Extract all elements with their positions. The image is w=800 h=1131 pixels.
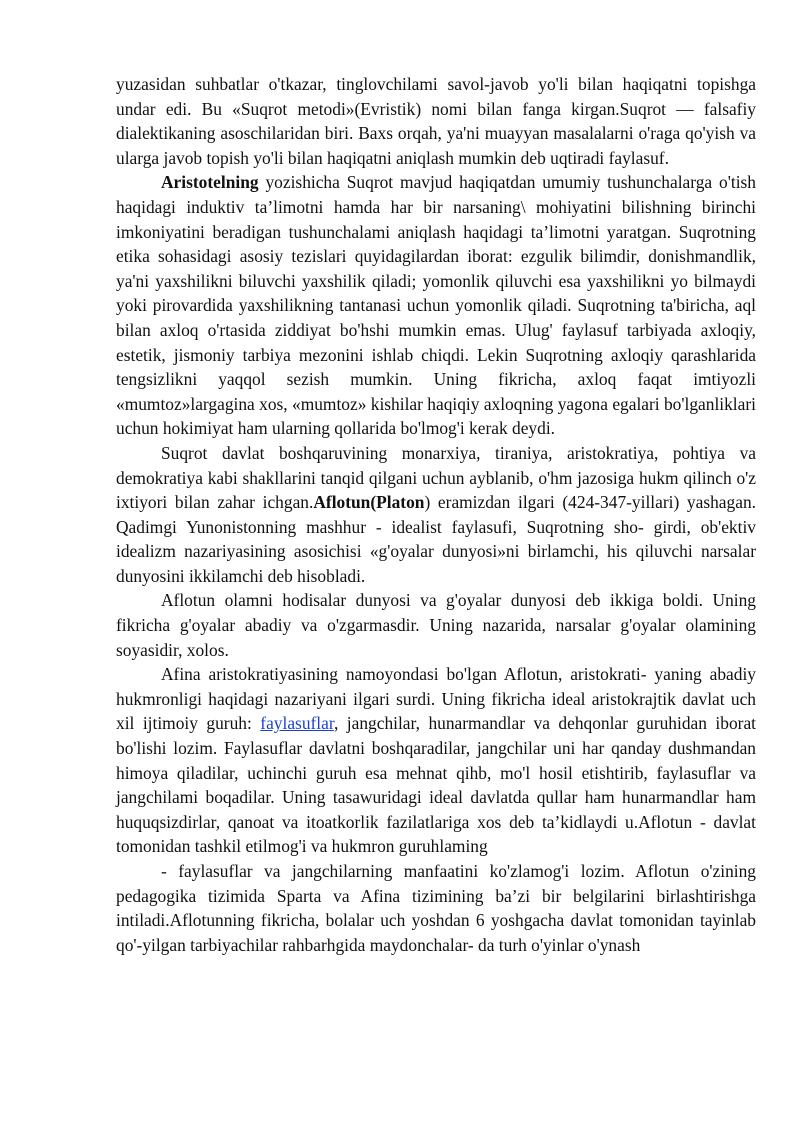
paragraph-2 [116,170,756,441]
paragraph-3-text-a: Suqrot davlat boshqaruvining monarxiya, tiraniya, aristokratiya, pohtiya va demokratiya kabi shakllarini tanqid qilgani uchun ayblanib, o'hm jazosiga hukm qilinch o'z ixtiyori bilan zahar ichgan. [116,442,756,513]
paragraph-3-text-b: ) eramizdan ilgari (424-347-yillari) yashagan. Qadimgi Yunonistonning mashhur - idealist faylasufi, Suqrotning sho- girdi, ob'ektiv idealizm nazariyasining asosichisi «g'oyalar dunyosi»ni birlamchi, his qiluvchi narsalar dunyosini ikkilamchi deb hisobladi. [116,492,756,586]
paragraph-5-text-a: Afina aristokratiyasining namoyondasi bo'lgan Aflotun, aristokrati- yaning abadiy hukmronligi haqidagi nazariyani ilgari surdi. Uning fikricha ideal aristokrajtik davlat uch xil ijtimoiy guruh: [116,664,756,734]
paragraph-3 [116,441,756,589]
paragraph-5 [116,662,756,859]
paragraph-1 [116,72,756,170]
document-page [116,72,756,957]
faylasuflar-link[interactable]: faylasuflar [260,713,334,734]
paragraph-2-text: yozishicha Suqrot mavjud haqiqatdan umumiy tushunchalarga o'tish haqidagi induktiv ta’limotni hamda har bir narsaning\ mohiyatini bilishning birinchi imkoniyatini beradigan tushunchalami aniqlash haqidagi ta’limotni yaratgan. Suqrotning etika sohasidagi asosiy tezislari quyidagilardan iborat: ezgulik bilimdir, donishmandlik, ya'ni yaxshilikni biluvchi yaxshilik qiladi; yomonlik qiluvchi esa yaxshilikni yo bilmaydi yoki pirovardida yaxshilikning tantanasi uchun yomonlik qiladi. Suqrotning ta'biricha, aql bilan axloq o'rtasida ziddiyat bo'hshi mumkin emas. Ulug' faylasuf tarbiyada axloqiy, estetik, jismoniy tarbiya mezonini ishlab chiqdi. Lekin Suqrotning axloqiy qarashlarida tengsizlikni yaqqol sezish mumkin. Uning fikricha, axloq faqat imtiyozli «mumtoz»largagina xos, «mumtoz» kishilar haqiqiy axloqning yagona egalari bo'lganliklari uchun hokimiyat ham ularning qollarida bo'lmog'i kerak deydi. [116,172,756,439]
paragraph-6 [116,859,756,957]
paragraph-4-text: Aflotun olamni hodisalar dunyosi va g'oyalar dunyosi deb ikkiga boldi. Uning fikricha g'oyalar abadiy va o'zgarmasdir. Uning nazarida, narsalar g'oyalar olamining soyasidir, xolos. [116,590,756,660]
paragraph-6-text: - faylasuflar va jangchilarning manfaatini ko'zlamog'i lozim. Aflotun o'zining pedagogika tizimida Sparta va Afina tizimining ba’zi bir belgilarini birlashtirishga intiladi.Aflotunning fikricha, bolalar uch yoshdan 6 yoshgacha davlat tomonidan tayinlab qo'-yilgan tarbiyachilar rahbarhgida maydonchalar- da turh o'yinlar o'ynash [116,861,756,955]
paragraph-5-text-b: , jangchilar, hunarmandlar va dehqonlar guruhidan iborat bo'lishi lozim. Faylasuflar davlatni boshqaradilar, jangchilar uni har qanday dushmandan himoya qiladilar, uchinchi guruh esa mehnat qihb, mo'l hosil etishtirib, faylasuflar va jangchilami boqadilar. Uning tasawuridagi ideal davlatda qullar ham hunarmandlar ham huquqsizdirlar, qanoat va itoatkorlik fazilatlariga xos deb ta’kidlaydi u.Aflotun - davlat tomonidan tashkil etilmog'i va hukmron guruhlaming [116,713,756,857]
plato-name: Aflotun(Platon [313,492,425,513]
paragraph-1-text: yuzasidan suhbatlar o'tkazar, tinglovchilami savol-javob yo'li bilan haqiqatni topishga undar edi. Bu «Suqrot metodi»(Evristik) nomi bilan fanga kirgan.Suqrot — falsafiy dialektikaning asoschilaridan biri. Baxs orqah, ya'ni muayyan masalalarni o'raga qo'yish va ularga javob topish yo'li bilan haqiqatni aniqlash mumkin deb uqtiradi faylasuf. [116,74,756,168]
aristotle-name: Aristotelning [161,172,259,193]
paragraph-4 [116,588,756,662]
